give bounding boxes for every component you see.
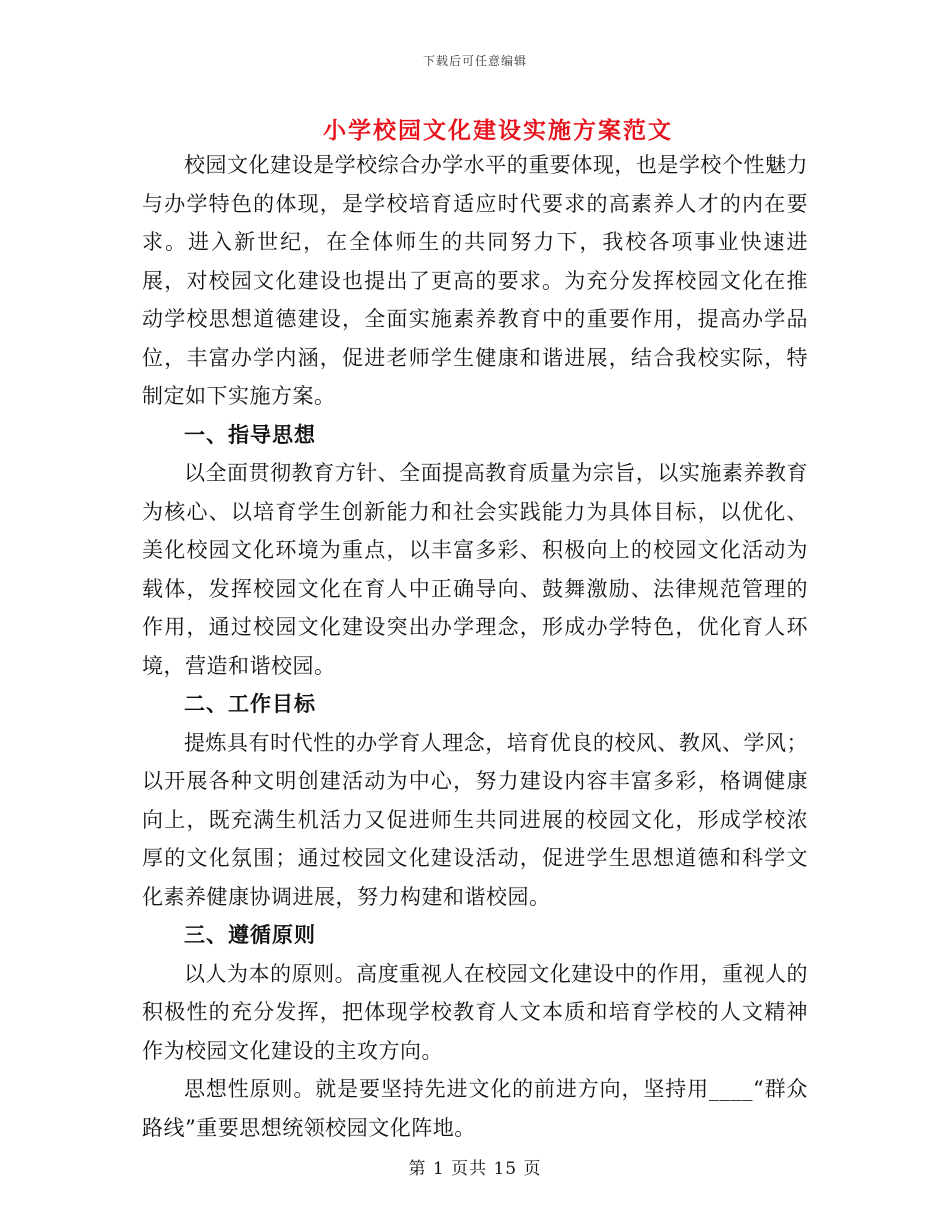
document-body [142, 146, 808, 1147]
header-note: 下载后可任意编辑 [422, 54, 527, 68]
section-heading-principles: 三、遵循原则 [184, 922, 316, 947]
ideological-principle-paragraph: 思想性原则。就是要坚持先进文化的前进方向，坚持用____“群众路线”重要思想统领校园文化阵地。 [142, 1077, 808, 1140]
section-heading-work-goals: 二、工作目标 [184, 691, 316, 716]
work-goals-paragraph: 提炼具有时代性的办学育人理念，培育优良的校风、教风、学风；以开展各种文明创建活动为中心，努力建设内容丰富多彩，格调健康向上，既充满生机活力又促进师生共同进展的校园文化，形成学校浓厚的文化氛围；通过校园文化建设活动，促进学生思想道德和科学文化素养健康协调进展，努力构建和谐校园。 [142, 730, 808, 909]
intro-paragraph: 校园文化建设是学校综合办学水平的重要体现，也是学校个性魅力与办学特色的体现，是学校培育适应时代要求的高素养人才的内在要求。进入新世纪，在全体师生的共同努力下，我校各项事业快速进展，对校园文化建设也提出了更高的要求。为充分发挥校园文化在推动学校思想道德建设，全面实施素养教育中的重要作用，提高办学品位，丰富办学内涵，促进老师学生健康和谐进展，结合我校实际，特制定如下实施方案。 [142, 153, 808, 408]
section-heading-guiding-thought: 一、指导思想 [184, 421, 316, 447]
people-oriented-principle-paragraph: 以人为本的原则。高度重视人在校园文化建设中的作用，重视人的积极性的充分发挥，把体现学校教育人文本质和培育学校的人文精神作为校园文化建设的主攻方向。 [142, 961, 808, 1063]
page-footer: 第 1 页共 15 页 [408, 1159, 542, 1179]
guiding-thought-paragraph: 以全面贯彻教育方针、全面提高教育质量为宗旨，以实施素养教育为核心、以培育学生创新能力和社会实践能力为具体目标，以优化、美化校园文化环境为重点，以丰富多彩、积极向上的校园文化活动为载体，发挥校园文化在育人中正确导向、鼓舞激励、法律规范管理的作用，通过校园文化建设突出办学理念，形成办学特色，优化育人环境，营造和谐校园。 [142, 461, 808, 678]
document-title: 小学校园文化建设实施方案范文 [323, 117, 673, 144]
